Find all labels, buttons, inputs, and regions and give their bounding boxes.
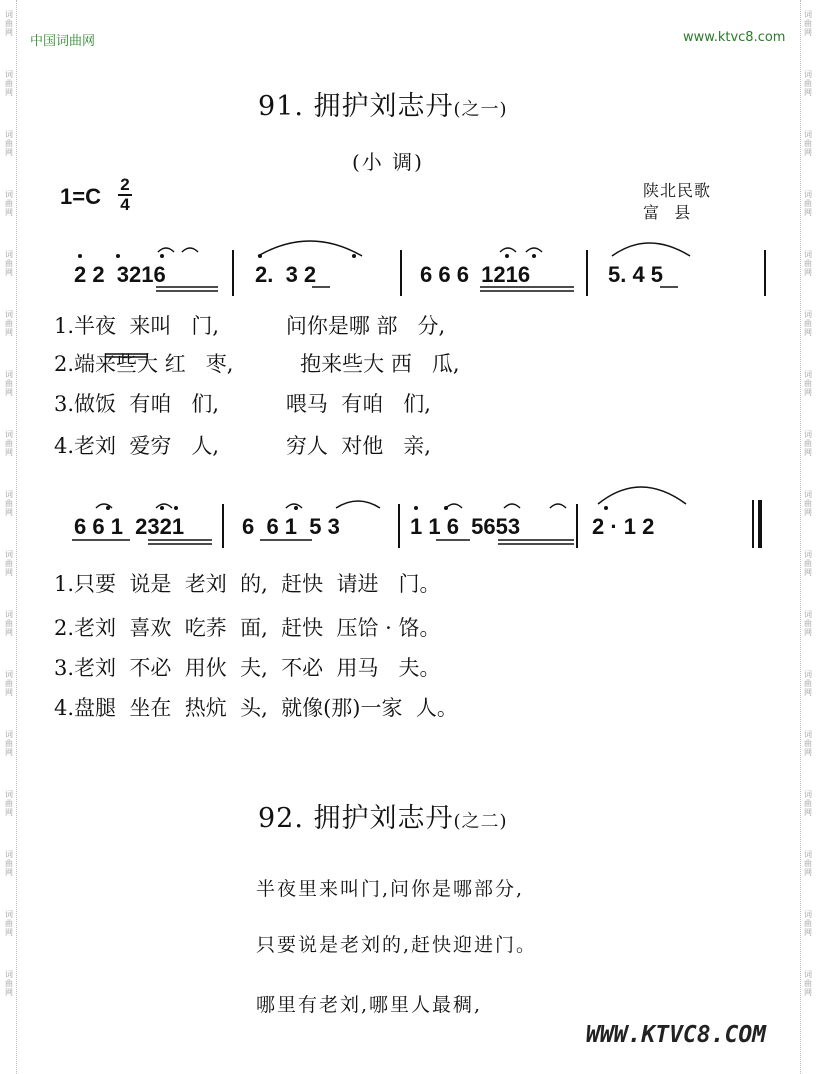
lyric-verse-3: 3.做饭 有咱 们, 喂马 有咱 们, — [54, 392, 431, 416]
lyric-verse-1b: 1.只要 说是 老刘 的, 赶快 请进 门。 — [54, 572, 441, 596]
song2-line-3: 哪里有老刘,哪里人最稠, — [256, 994, 483, 1016]
lyric-verse-4: 4.老刘 爱穷 人, 穷人 对他 亲, — [54, 434, 431, 458]
lyric-verse-2: 2.端来些大 红 枣, 抱来些大 西 瓜, — [54, 352, 460, 376]
high-dot — [258, 254, 262, 258]
notes-measure-8: 2 · 1 2 — [592, 514, 655, 539]
final-barline-thin — [752, 500, 754, 548]
time-signature: 2 4 — [118, 176, 132, 214]
notes-measure-4: 5. 4 5 — [608, 262, 664, 287]
watermark: 词 曲 网 — [804, 370, 812, 397]
notes-measure-6: 6 6 1 5 3 — [242, 514, 340, 539]
slur — [156, 504, 172, 508]
site-name-link[interactable]: 中国词曲网 — [30, 34, 96, 49]
slur — [504, 504, 520, 508]
watermark: 词 曲 网 — [804, 430, 812, 457]
watermark: 词 曲 网 — [5, 430, 13, 457]
high-dot — [604, 506, 608, 510]
slur — [336, 501, 380, 508]
high-dot — [414, 506, 418, 510]
watermark: 词 曲 网 — [804, 70, 812, 97]
watermark: 词 曲 网 — [804, 10, 812, 37]
notes-measure-7: 1 1 6 5653 — [410, 514, 521, 539]
high-dot — [532, 254, 536, 258]
watermark: 词 曲 网 — [5, 670, 13, 697]
slur — [598, 487, 686, 504]
watermark: 词 曲 网 — [5, 310, 13, 337]
lyric-verse-4b: 4.盘腿 坐在 热炕 头, 就像(那)一家 人。 — [54, 696, 458, 720]
watermark: 词 曲 网 — [5, 610, 13, 637]
notes-measure-2: 2. 3 2 — [255, 262, 317, 287]
song1-genre: (小 调) — [352, 150, 424, 174]
high-dot — [116, 254, 120, 258]
slur — [158, 248, 174, 252]
slur — [612, 243, 690, 256]
footer-brand-logo: WWW.KTVC8.COM — [586, 1022, 767, 1048]
lyric-verse-3b: 3.老刘 不必 用伙 夫, 不必 用马 夫。 — [54, 656, 441, 680]
watermark: 词 曲 网 — [5, 130, 13, 157]
watermark: 词 曲 网 — [5, 490, 13, 517]
high-dot — [352, 254, 356, 258]
notes-measure-1: 2 2 3216 — [74, 262, 166, 287]
song2-line-2: 只要说是老刘的,赶快迎进门。 — [256, 934, 538, 956]
barline — [576, 504, 578, 548]
watermark: 词 曲 网 — [804, 970, 812, 997]
watermark: 词 曲 网 — [5, 850, 13, 877]
high-dot — [106, 506, 110, 510]
watermark: 词 曲 网 — [804, 910, 812, 937]
watermark: 词 曲 网 — [804, 490, 812, 517]
notes-measure-3: 6 6 6 1216 — [420, 262, 531, 287]
slur — [446, 504, 462, 508]
slur — [526, 248, 542, 252]
song1-title: 91. 拥护刘志丹(之一) — [258, 91, 508, 122]
notes-measure-5: 6 6 1 2321 — [74, 514, 185, 539]
watermark: 词 曲 网 — [5, 730, 13, 757]
lyric-verse-1: 1.半夜 来叫 门, 问你是哪 部 分, — [54, 314, 446, 338]
final-barline-thick — [758, 500, 762, 548]
watermark: 词 曲 网 — [804, 730, 812, 757]
high-dot — [294, 506, 298, 510]
barline — [398, 504, 400, 548]
watermark: 词 曲 网 — [5, 70, 13, 97]
site-url-link[interactable]: www.ktvc8.com — [683, 30, 786, 45]
slur — [500, 248, 516, 252]
watermark: 词 曲 网 — [5, 250, 13, 277]
watermark: 词 曲 网 — [804, 790, 812, 817]
watermark: 词 曲 网 — [5, 970, 13, 997]
slur — [258, 241, 362, 256]
watermark: 词 曲 网 — [804, 670, 812, 697]
high-dot — [174, 506, 178, 510]
lyric-verse-2b: 2.老刘 喜欢 吃荞 面, 赶快 压饸 · 饹。 — [54, 616, 441, 640]
slur — [182, 248, 198, 252]
watermark: 词 曲 网 — [804, 190, 812, 217]
high-dot — [160, 506, 164, 510]
song-county: 富 县 — [643, 203, 691, 222]
watermark: 词 曲 网 — [5, 190, 13, 217]
high-dot — [78, 254, 82, 258]
high-dot — [444, 506, 448, 510]
key-signature: 1=C — [60, 184, 101, 209]
song-origin: 陕北民歌 — [643, 181, 712, 200]
watermark: 词 曲 网 — [804, 550, 812, 577]
slur — [550, 504, 566, 508]
watermark: 词 曲 网 — [804, 850, 812, 877]
song2-title: 92. 拥护刘志丹(之二) — [258, 803, 508, 834]
slur — [286, 504, 302, 508]
watermark: 词 曲 网 — [804, 250, 812, 277]
watermark: 词 曲 网 — [804, 610, 812, 637]
watermark: 词 曲 网 — [804, 310, 812, 337]
watermark: 词 曲 网 — [5, 10, 13, 37]
watermark: 词 曲 网 — [5, 790, 13, 817]
barline — [222, 504, 224, 548]
song2-line-1: 半夜里来叫门,问你是哪部分, — [256, 878, 525, 900]
high-dot — [160, 254, 164, 258]
watermark: 词 曲 网 — [5, 370, 13, 397]
high-dot — [505, 254, 509, 258]
watermark: 词 曲 网 — [5, 910, 13, 937]
watermark: 词 曲 网 — [804, 130, 812, 157]
watermark: 词 曲 网 — [5, 550, 13, 577]
